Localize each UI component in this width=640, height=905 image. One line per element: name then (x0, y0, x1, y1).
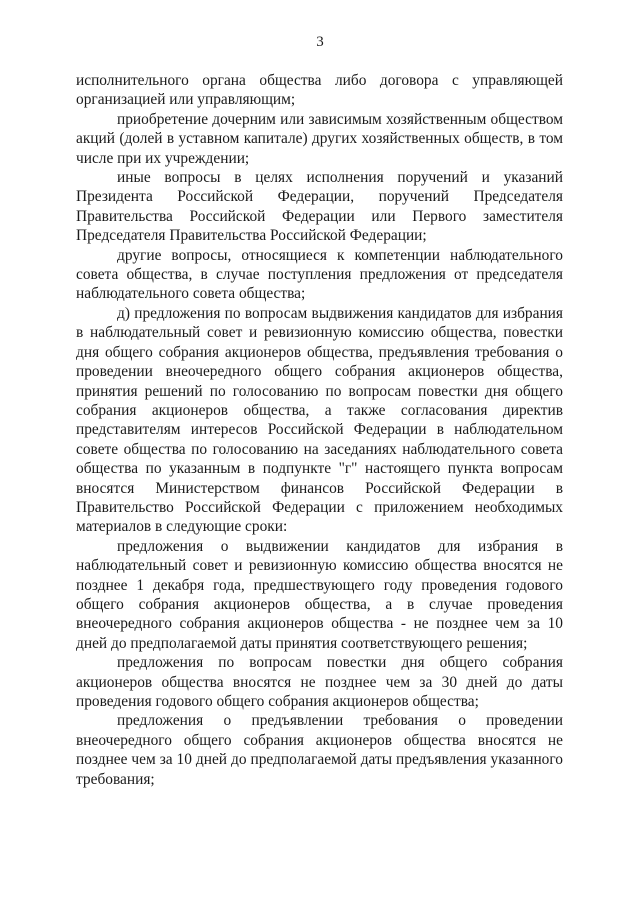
document-body (76, 71, 563, 789)
paragraph-candidate-proposals: предложения о выдвижении кандидатов для избрания в наблюдательный совет и ревизионную комиссию общества вносятся не позднее 1 декабря года, предшествующего году проведения годового общего собрания акционеров общества, а в случае проведения внеочередного собрания акционеров общества - не позднее чем за 10 дней до предполагаемой даты принятия соответствующего решения; (76, 537, 563, 652)
paragraph-other-questions: другие вопросы, относящиеся к компетенции наблюдательного совета общества, в случае поступления предложения от председателя наблюдательного совета общества; (76, 246, 563, 303)
paragraph-extraordinary-meeting-proposals: предложения о предъявлении требования о проведении внеочередного общего собрания акционеров общества вносятся не позднее чем за 10 дней до предполагаемой даты предъявления указанного требования; (76, 712, 563, 788)
paragraph-agenda-proposals: предложения по вопросам повестки дня общего собрания акционеров общества вносятся не позднее чем за 30 дней до даты проведения годового общего собрания акционеров общества; (76, 654, 563, 710)
paragraph-item-d: д) предложения по вопросам выдвижения кандидатов для избрания в наблюдательный совет и ревизионную комиссию общества, повестки дня общего собрания акционеров общества, предъявления требования о проведении внеочередного общего собрания акционеров общества, принятия решений по голосованию по вопросам повестки дня общего собрания акционеров общества, а также согласования директив представителям интересов Российской Федерации в наблюдательном совете общества по голосованию на заседаниях наблюдательного совета общества по указанным в подпункте "г" настоящего пункта вопросам вносятся Министерством финансов Российской Федерации в Правительство Российской Федерации с приложением необходимых материалов в следующие сроки: (76, 304, 563, 536)
page-number: 3 (316, 34, 324, 50)
paragraph-continuation: исполнительного органа общества либо договора с управляющей организацией или управляющим; (76, 72, 563, 109)
paragraph-president-instructions: иные вопросы в целях исполнения поручений и указаний Президента Российской Федерации, поручений Председателя Правительства Российской Федерации или Первого заместителя Председателя Правительства Российской Федерации; (76, 169, 563, 245)
paragraph-subsidiary-shares: приобретение дочерним или зависимым хозяйственным обществом акций (долей в уставном капитале) других хозяйственных обществ, в том числе при их учреждении; (76, 110, 563, 167)
